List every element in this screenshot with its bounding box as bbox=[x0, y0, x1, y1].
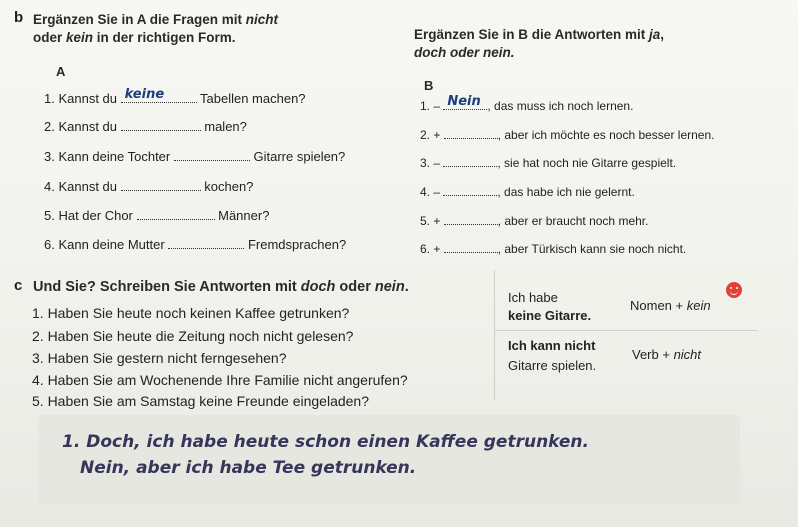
grammar-tip-divider bbox=[494, 330, 758, 331]
section-c-title-nein: nein bbox=[374, 279, 405, 295]
answer-blank-b-5[interactable] bbox=[444, 212, 498, 225]
question-a-5 bbox=[44, 207, 269, 223]
handwritten-line-2: Nein, aber ich habe Tee getrunken. bbox=[80, 458, 417, 478]
answer-b-6-pre: 6. + bbox=[420, 242, 441, 256]
instruction-b-line2: doch oder nein. bbox=[414, 45, 515, 60]
section-c-question-5: 5. Haben Sie am Samstag keine Freunde eingeladen? bbox=[32, 393, 369, 409]
tip-row1-line2: keine Gitarre. bbox=[508, 308, 592, 323]
answer-blank-b-2[interactable] bbox=[444, 126, 498, 139]
instruction-a-line2-post: in der richtigen Form. bbox=[93, 30, 236, 45]
section-c-title-post: . bbox=[404, 279, 409, 295]
question-a-6-pre: 6. Kann deine Mutter bbox=[44, 237, 165, 252]
answer-b-5-pre: 5. + bbox=[420, 214, 441, 228]
question-a-3-post: Gitarre spielen? bbox=[253, 149, 346, 164]
instruction-b bbox=[414, 27, 664, 42]
tip-row2-rule-pre: Verb + bbox=[632, 347, 674, 362]
answer-blank-a-2[interactable] bbox=[121, 118, 201, 131]
answer-b-2 bbox=[420, 126, 715, 142]
tip-row2-line2: Gitarre spielen. bbox=[508, 358, 597, 373]
answer-blank-a-3[interactable] bbox=[174, 148, 250, 161]
tip-row1-rule-pre: Nomen + bbox=[630, 298, 687, 313]
section-c-question-2: 2. Haben Sie heute die Zeitung noch nicht gelesen? bbox=[32, 328, 354, 344]
answer-b-3 bbox=[420, 154, 676, 170]
section-c-letter: c bbox=[14, 277, 23, 294]
question-a-6-post: Fremdsprachen? bbox=[247, 237, 347, 252]
column-b-label: B bbox=[424, 78, 434, 93]
instruction-a-line2-text: oder bbox=[33, 30, 67, 45]
instruction-a-line1-text: Ergänzen Sie in A die Fragen mit bbox=[33, 12, 246, 27]
instruction-a bbox=[33, 12, 278, 27]
answer-blank-b-4[interactable] bbox=[443, 183, 497, 196]
question-a-1 bbox=[44, 87, 306, 106]
tip-row1-rule bbox=[630, 298, 711, 313]
handwritten-line-1: 1. Doch, ich habe heute schon einen Kaffee getrunken. bbox=[62, 432, 589, 452]
question-a-4 bbox=[44, 178, 253, 194]
answer-blank-b-1[interactable] bbox=[443, 94, 487, 110]
section-c-title bbox=[33, 279, 409, 295]
smiley-icon bbox=[726, 282, 742, 298]
question-a-3 bbox=[44, 148, 345, 164]
answer-b-3-pre: 3. – bbox=[420, 156, 441, 170]
tip-row2-line1: Ich kann nicht bbox=[508, 338, 596, 353]
instruction-b-line1-text: Ergänzen Sie in B die Antworten mit bbox=[414, 27, 650, 42]
answer-blank-a-1[interactable] bbox=[121, 87, 197, 103]
section-c-question-1: 1. Haben Sie heute noch keinen Kaffee getrunken? bbox=[32, 305, 350, 321]
answer-b-4 bbox=[420, 183, 635, 199]
instruction-a-line1-emphasis: nicht bbox=[245, 12, 279, 27]
answer-a-1-handwritten: keine bbox=[124, 87, 165, 102]
tip-row1-line1: Ich habe bbox=[508, 290, 558, 305]
question-a-2-pre: 2. Kannst du bbox=[44, 119, 117, 134]
column-a-label: A bbox=[56, 64, 66, 79]
answer-b-1-pre: 1. – bbox=[420, 99, 441, 113]
instruction-a-line2-emphasis: kein bbox=[66, 30, 94, 45]
answer-b-4-post: , das habe ich nie gelernt. bbox=[497, 185, 635, 199]
instruction-b-line1-post: , bbox=[660, 27, 665, 42]
section-c-title-mid: oder bbox=[335, 279, 375, 295]
question-a-4-post: kochen? bbox=[204, 179, 254, 194]
answer-b-1-handwritten: Nein bbox=[447, 94, 481, 109]
question-a-2-post: malen? bbox=[204, 119, 247, 134]
tip-row2-rule bbox=[632, 347, 701, 362]
question-a-2 bbox=[44, 118, 247, 134]
answer-b-5 bbox=[420, 212, 648, 228]
section-c-question-4: 4. Haben Sie am Wochenende Ihre Familie nicht angerufen? bbox=[32, 372, 408, 388]
tip-row2-rule-em: nicht bbox=[673, 347, 702, 362]
answer-b-1 bbox=[420, 94, 634, 113]
answer-b-2-post: , aber ich möchte es noch besser lernen. bbox=[497, 128, 715, 142]
answer-b-1-post: , das muss ich noch lernen. bbox=[487, 99, 634, 113]
question-a-5-pre: 5. Hat der Chor bbox=[44, 208, 133, 223]
question-a-1-pre: 1. Kannst du bbox=[44, 91, 117, 106]
answer-blank-a-4[interactable] bbox=[121, 178, 201, 191]
tip-row1-rule-em: kein bbox=[686, 298, 711, 313]
answer-b-2-pre: 2. + bbox=[420, 128, 441, 142]
answer-b-6 bbox=[420, 240, 686, 256]
question-a-3-pre: 3. Kann deine Tochter bbox=[44, 149, 171, 164]
question-a-1-post: Tabellen machen? bbox=[200, 91, 306, 106]
question-a-4-pre: 4. Kannst du bbox=[44, 179, 117, 194]
answer-b-5-post: , aber er braucht noch mehr. bbox=[497, 214, 649, 228]
section-c-title-pre: Und Sie? Schreiben Sie Antworten mit bbox=[33, 279, 301, 295]
answer-blank-a-5[interactable] bbox=[137, 207, 215, 220]
section-c-title-doch: doch bbox=[300, 279, 336, 295]
answer-blank-b-3[interactable] bbox=[443, 154, 497, 167]
answer-blank-b-6[interactable] bbox=[444, 240, 498, 253]
answer-b-4-pre: 4. – bbox=[420, 185, 441, 199]
section-b-letter: b bbox=[14, 9, 24, 26]
answer-b-3-post: , sie hat noch nie Gitarre gespielt. bbox=[497, 156, 677, 170]
answer-blank-a-6[interactable] bbox=[168, 236, 244, 249]
answer-b-6-post: , aber Türkisch kann sie noch nicht. bbox=[497, 242, 687, 256]
section-c-question-3: 3. Haben Sie gestern nicht ferngesehen? bbox=[32, 350, 287, 366]
instruction-b-line1-emphasis: ja bbox=[649, 27, 661, 42]
instruction-a-line2 bbox=[33, 30, 236, 45]
question-a-5-post: Männer? bbox=[218, 208, 270, 223]
question-a-6 bbox=[44, 236, 346, 252]
